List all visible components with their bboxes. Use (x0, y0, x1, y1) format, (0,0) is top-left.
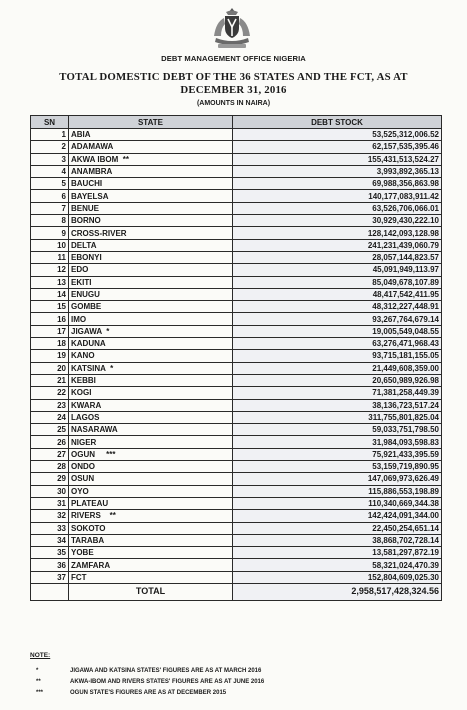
table-row (31, 547, 442, 559)
table-row (31, 510, 442, 522)
row-debt-stock: 71,381,258,449.39 (233, 387, 442, 399)
column-header-debt-stock: DEBT STOCK (233, 116, 442, 129)
row-debt-stock: 128,142,093,128.98 (233, 227, 442, 239)
row-debt-stock: 110,340,669,344.38 (233, 497, 442, 509)
table-row (31, 202, 442, 214)
row-state: NASARAWA (69, 424, 233, 436)
row-state: BORNO (69, 215, 233, 227)
row-sn: 17 (31, 325, 69, 337)
row-state: OSUN (69, 473, 233, 485)
row-sn: 9 (31, 227, 69, 239)
row-debt-stock: 38,136,723,517.24 (233, 399, 442, 411)
row-debt-stock: 155,431,513,524.27 (233, 153, 442, 165)
row-debt-stock: 20,650,989,926.98 (233, 374, 442, 386)
row-state: JIGAWA * (69, 325, 233, 337)
note-marker: *** (36, 689, 44, 696)
row-sn: 28 (31, 461, 69, 473)
row-debt-stock: 28,057,144,823.57 (233, 251, 442, 263)
row-sn: 3 (31, 153, 69, 165)
table-row (31, 190, 442, 202)
table-row (31, 534, 442, 546)
row-state: ONDO (69, 461, 233, 473)
note-text: AKWA-IBOM AND RIVERS STATES' FIGURES ARE AS AT JUNE 2016 (70, 678, 265, 685)
table-row (31, 325, 442, 337)
row-state: NIGER (69, 436, 233, 448)
row-sn: 14 (31, 288, 69, 300)
row-state: TARABA (69, 534, 233, 546)
row-debt-stock: 48,312,227,448.91 (233, 301, 442, 313)
row-sn: 36 (31, 559, 69, 571)
note-text: OGUN STATE'S FIGURES ARE AS AT DECEMBER 2015 (70, 689, 227, 696)
table-row (31, 473, 442, 485)
table-row (31, 141, 442, 153)
row-sn: 32 (31, 510, 69, 522)
row-state: AKWA IBOM ** (69, 153, 233, 165)
note-item (30, 676, 441, 687)
row-sn: 21 (31, 374, 69, 386)
table-row (31, 129, 442, 141)
row-state: BAUCHI (69, 178, 233, 190)
row-sn: 31 (31, 497, 69, 509)
row-debt-stock: 31,984,093,598.83 (233, 436, 442, 448)
row-debt-stock: 115,886,553,198.89 (233, 485, 442, 497)
row-debt-stock: 75,921,433,395.59 (233, 448, 442, 460)
row-sn: 18 (31, 338, 69, 350)
table-row (31, 227, 442, 239)
row-debt-stock: 93,267,764,679.14 (233, 313, 442, 325)
column-header-sn: SN (31, 116, 69, 129)
notes-section (30, 652, 441, 698)
table-header-row (31, 116, 442, 129)
row-sn: 16 (31, 313, 69, 325)
table-row (31, 165, 442, 177)
row-sn: 19 (31, 350, 69, 362)
row-state: ZAMFARA (69, 559, 233, 571)
table-row (31, 350, 442, 362)
row-debt-stock: 63,526,706,066.01 (233, 202, 442, 214)
table-row (31, 522, 442, 534)
row-debt-stock: 58,321,024,470.39 (233, 559, 442, 571)
row-sn: 15 (31, 301, 69, 313)
row-sn: 13 (31, 276, 69, 288)
row-sn: 5 (31, 178, 69, 190)
row-sn: 10 (31, 239, 69, 251)
table-row (31, 461, 442, 473)
table-row (31, 571, 442, 583)
row-debt-stock: 38,868,702,728.14 (233, 534, 442, 546)
row-state: LAGOS (69, 411, 233, 423)
row-debt-stock: 69,988,356,863.98 (233, 178, 442, 190)
table-row (31, 251, 442, 263)
row-state: BAYELSA (69, 190, 233, 202)
row-sn: 6 (31, 190, 69, 202)
table-row (31, 411, 442, 423)
table-row (31, 424, 442, 436)
row-state: KWARA (69, 399, 233, 411)
row-state: KANO (69, 350, 233, 362)
row-debt-stock: 311,755,801,825.04 (233, 411, 442, 423)
row-debt-stock: 241,231,439,060.79 (233, 239, 442, 251)
row-sn: 8 (31, 215, 69, 227)
row-state: IMO (69, 313, 233, 325)
row-sn: 34 (31, 534, 69, 546)
row-debt-stock: 48,417,542,411.95 (233, 288, 442, 300)
row-debt-stock: 21,449,608,359.00 (233, 362, 442, 374)
row-debt-stock: 53,525,312,006.52 (233, 129, 442, 141)
column-header-state: STATE (69, 116, 233, 129)
table-row (31, 559, 442, 571)
row-debt-stock: 147,069,973,626.49 (233, 473, 442, 485)
note-marker: ** (36, 678, 41, 685)
row-sn: 25 (31, 424, 69, 436)
table-row (31, 485, 442, 497)
row-state: DELTA (69, 239, 233, 251)
page-title (30, 71, 437, 97)
title-line-2: DECEMBER 31, 2016 (180, 84, 287, 96)
row-sn: 4 (31, 165, 69, 177)
row-state: FCT (69, 571, 233, 583)
total-label: TOTAL (69, 583, 233, 600)
notes-heading: NOTE: (30, 652, 51, 659)
row-sn: 33 (31, 522, 69, 534)
row-debt-stock: 85,049,678,107.89 (233, 276, 442, 288)
row-debt-stock: 3,993,892,365.13 (233, 165, 442, 177)
row-state: CROSS-RIVER (69, 227, 233, 239)
row-debt-stock: 19,005,549,048.55 (233, 325, 442, 337)
row-state: KADUNA (69, 338, 233, 350)
table-row (31, 387, 442, 399)
note-item (30, 665, 441, 676)
row-state: GOMBE (69, 301, 233, 313)
row-state: OYO (69, 485, 233, 497)
row-sn: 22 (31, 387, 69, 399)
table-row (31, 362, 442, 374)
row-state: KATSINA * (69, 362, 233, 374)
row-sn: 11 (31, 251, 69, 263)
table-row (31, 497, 442, 509)
note-item (30, 687, 441, 698)
row-state: ABIA (69, 129, 233, 141)
row-debt-stock: 30,929,430,222.10 (233, 215, 442, 227)
note-marker: * (36, 667, 39, 674)
row-sn: 2 (31, 141, 69, 153)
row-sn: 12 (31, 264, 69, 276)
row-debt-stock: 142,424,091,344.00 (233, 510, 442, 522)
table-row (31, 153, 442, 165)
total-value: 2,958,517,428,324.56 (233, 583, 442, 600)
row-debt-stock: 140,177,083,911.42 (233, 190, 442, 202)
row-sn: 29 (31, 473, 69, 485)
row-debt-stock: 152,804,609,025.30 (233, 571, 442, 583)
table-row (31, 288, 442, 300)
row-state: BENUE (69, 202, 233, 214)
table-row (31, 399, 442, 411)
amounts-unit-label: (AMOUNTS IN NAIRA) (196, 100, 271, 107)
row-sn: 27 (31, 448, 69, 460)
row-debt-stock: 13,581,297,872.19 (233, 547, 442, 559)
row-sn: 24 (31, 411, 69, 423)
row-state: ENUGU (69, 288, 233, 300)
row-debt-stock: 22,450,254,651.14 (233, 522, 442, 534)
row-state: ADAMAWA (69, 141, 233, 153)
total-row (31, 583, 442, 600)
row-sn: 23 (31, 399, 69, 411)
table-row (31, 276, 442, 288)
table-row (31, 215, 442, 227)
total-sn-cell (31, 583, 69, 600)
table-row (31, 313, 442, 325)
table-row (31, 239, 442, 251)
row-state: EKITI (69, 276, 233, 288)
table-row (31, 301, 442, 313)
row-state: EBONYI (69, 251, 233, 263)
row-debt-stock: 63,276,471,968.43 (233, 338, 442, 350)
row-debt-stock: 45,091,949,113.97 (233, 264, 442, 276)
row-debt-stock: 62,157,535,395.46 (233, 141, 442, 153)
row-debt-stock: 53,159,719,890.95 (233, 461, 442, 473)
row-sn: 7 (31, 202, 69, 214)
row-state: EDO (69, 264, 233, 276)
note-text: JIGAWA AND KATSINA STATES' FIGURES ARE AS AT MARCH 2016 (70, 667, 262, 674)
table-row (31, 178, 442, 190)
row-debt-stock: 93,715,181,155.05 (233, 350, 442, 362)
row-sn: 20 (31, 362, 69, 374)
table-row (31, 264, 442, 276)
row-sn: 37 (31, 571, 69, 583)
row-state: KEBBI (69, 374, 233, 386)
row-state: YOBE (69, 547, 233, 559)
row-state: KOGI (69, 387, 233, 399)
row-sn: 30 (31, 485, 69, 497)
table-row (31, 448, 442, 460)
row-sn: 35 (31, 547, 69, 559)
organization-name: DEBT MANAGEMENT OFFICE NIGERIA (161, 54, 306, 63)
row-debt-stock: 59,033,751,798.50 (233, 424, 442, 436)
row-state: SOKOTO (69, 522, 233, 534)
debt-table (30, 115, 442, 601)
row-state: OGUN *** (69, 448, 233, 460)
coat-of-arms-icon (208, 6, 256, 50)
row-state: PLATEAU (69, 497, 233, 509)
row-sn: 1 (31, 129, 69, 141)
title-line-1: TOTAL DOMESTIC DEBT OF THE 36 STATES AND THE FCT, AS AT (59, 71, 408, 83)
row-sn: 26 (31, 436, 69, 448)
table-row (31, 436, 442, 448)
row-state: ANAMBRA (69, 165, 233, 177)
table-row (31, 338, 442, 350)
table-row (31, 374, 442, 386)
row-state: RIVERS ** (69, 510, 233, 522)
